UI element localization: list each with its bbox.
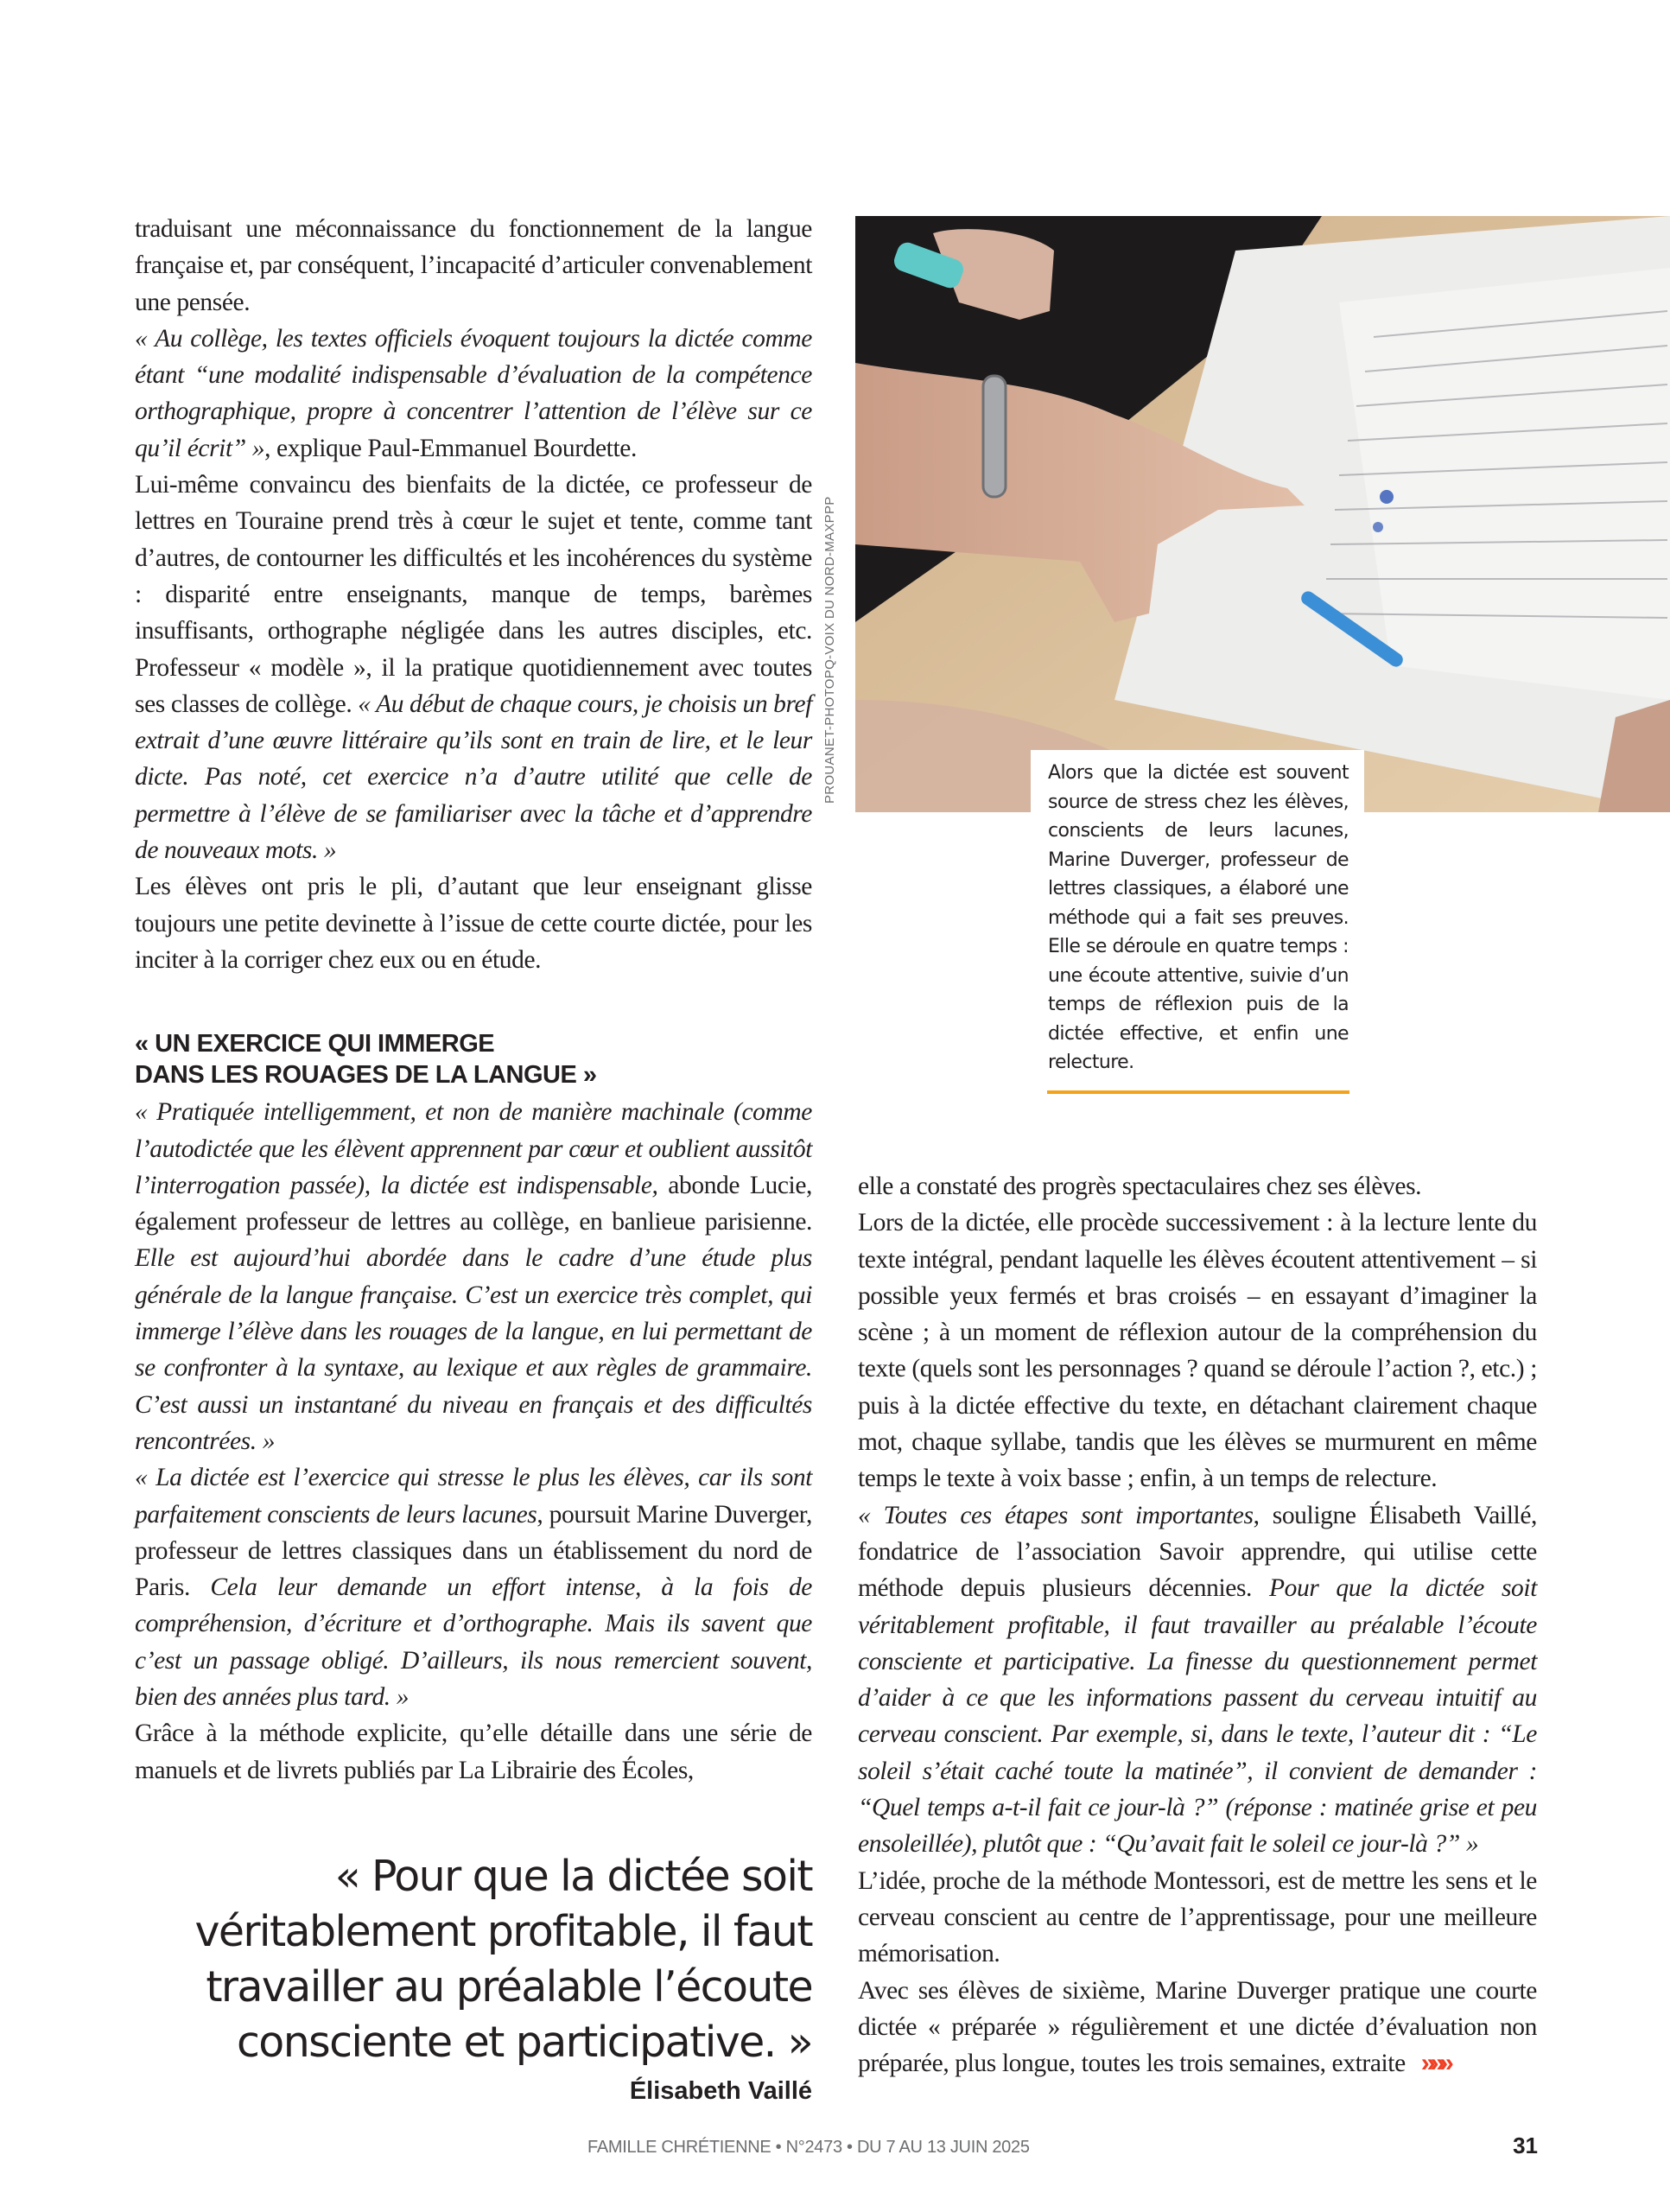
- quoted-text: Elle est aujourd’hui abordée dans le cadre d’une étude plus générale de la langue française. C’est un exercice très complet, qui immerge l’élève dans les rouages de la langue, en lui permettant de se confronter à la syntaxe, au lexique et aux règles de grammaire. C’est aussi un instantané du niveau en français et des difficultés rencontrées. »: [135, 1244, 812, 1455]
- body-text: Avec ses élèves de sixième, Marine Duverger pratique une courte dictée « préparée » régulièrement et une dictée d’évaluation non préparée, plus longue, toutes les trois semaines, extraite: [858, 1976, 1537, 2078]
- quoted-text: « Toutes ces étapes sont importantes: [858, 1501, 1254, 1529]
- article-column-right: [858, 1168, 1537, 2082]
- article-photo: [855, 216, 1670, 812]
- caption-accent-rule: [1047, 1090, 1349, 1094]
- quoted-text: « La dictée est l’exercice qui stresse le plus les élèves, car ils sont parfaitement conscients de leurs lacunes: [135, 1464, 812, 1529]
- paragraph: [858, 1205, 1537, 1497]
- footer-publication-info: FAMILLE CHRÉTIENNE • N°2473 • DU 7 AU 13 JUIN 2025: [587, 2138, 1030, 2157]
- body-text: , poursuit Marine Duverger, professeur de lettres classiques dans un établissement du nord de Paris.: [135, 1500, 812, 1602]
- section-subheading: [135, 1028, 812, 1090]
- pull-quote: « Pour que la dictée soit véritablement profitable, il faut travailler au préalable l’écoute consciente et participative. »: [194, 1851, 812, 2067]
- paragraph: [135, 1715, 812, 1789]
- paragraph: [858, 1973, 1537, 2082]
- article-column-left-bottom: [135, 1094, 812, 1789]
- bracelet: [983, 376, 1006, 497]
- body-text: traduisant une méconnaissance du fonctionnement de la langue française et, par conséquent, l’incapacité d’articuler convenablement une pensée.: [135, 215, 812, 316]
- body-text: , explique Paul-Emmanuel Bourdette.: [264, 434, 637, 462]
- paragraph: [858, 1863, 1537, 1973]
- article-column-left-top: [135, 211, 812, 978]
- page-number: 31: [1513, 2133, 1538, 2158]
- body-text: , souligne Élisabeth Vaillé, fondatrice de l’association Savoir apprendre, qui utilise cette méthode depuis plusieurs décennies.: [858, 1501, 1537, 1603]
- body-text: L’idée, proche de la méthode Montessori, est de mettre les sens et le cerveau conscient au centre de l’apprentissage, pour une meilleure mémorisation.: [858, 1866, 1537, 1968]
- photo-students-dictation: [855, 216, 1670, 812]
- paragraph: [135, 467, 812, 868]
- paragraph: [135, 1459, 812, 1715]
- body-text: abonde Lucie, également professeur de lettres au collège, en banlieue parisienne.: [135, 1171, 812, 1236]
- quoted-text: Pour que la dictée soit véritablement profitable, il faut travailler au préalable l’écoute consciente et participative. La finesse du questionnement permet d’aider à ce que les informations passent du cerveau intuitif au cerveau conscient. Par exemple, si, dans le texte, l’auteur dit : “Le soleil s’était caché toute la matinée”, il convient de demander : “Quel temps a-t-il fait ce jour-là ?” (réponse : matinée grise et peu ensoleillée), plutôt que : “Qu’avait fait le soleil ce jour-là ?” »: [858, 1574, 1537, 1859]
- paragraph: [135, 211, 812, 321]
- subheading-line-1: « UN EXERCICE QUI IMMERGE: [135, 1030, 495, 1058]
- paragraph: [135, 321, 812, 467]
- pull-quote-author: Élisabeth Vaillé: [629, 2076, 812, 2105]
- paragraph: [135, 1094, 812, 1459]
- quoted-text: Cela leur demande un effort intense, à la fois de compréhension, d’écriture et d’orthographe. Mais ils savent que c’est un passage obligé. D’ailleurs, ils nous remercient souvent, bien des années plus tard. »: [135, 1573, 812, 1711]
- photo-caption: Alors que la dictée est souvent source de stress chez les élèves, conscients de leurs lacunes, Marine Duverger, professeur de lettres classiques, a élaboré une méthode qui a fait ses preuves. Elle se déroule en quatre temps : une écoute attentive, suivie d’un temps de réflexion puis de la dictée effective, et enfin une relecture.: [1048, 762, 1349, 1073]
- paragraph: [858, 1168, 1537, 1205]
- body-text: Grâce à la méthode explicite, qu’elle détaille dans une série de manuels et de livrets publiés par La Librairie des Écoles,: [135, 1719, 812, 1784]
- left-column-flow: [135, 211, 812, 2107]
- subheading-line-2: DANS LES ROUAGES DE LA LANGUE »: [135, 1061, 597, 1090]
- body-text: Lors de la dictée, elle procède successivement : à la lecture lente du texte intégral, pendant laquelle les élèves écoutent attentivement – si possible yeux fermés et bras croisés – en essayant d’imaginer la scène ; à un moment de réflexion autour de la compréhension du texte (quels sont les personnages ? quand se déroule l’action ?, etc.) ; puis à la dictée effective du texte, en détachant clairement chaque mot, chaque syllabe, tandis que les élèves se murmurent en même temps le texte à voix basse ; enfin, à un temps de relecture.: [858, 1209, 1537, 1493]
- quoted-text: « Pratiquée intelligemment, et non de manière machinale (comme l’autodictée que les élèvent apprennent par cœur et oublient aussitôt l’interrogation passée), la dictée est indispensable,: [135, 1098, 812, 1199]
- quoted-text: « Au début de chaque cours, je choisis un bref extrait d’une œuvre littéraire qu’ils sont en train de lire, et le leur dicte. Pas noté, cet exercice n’a d’autre utilité que celle de permettre à l’élève de se familiariser avec la tâche et d’apprendre de nouveaux mots. »: [135, 690, 812, 865]
- body-text: Lui-même convaincu des bienfaits de la dictée, ce professeur de lettres en Touraine prend très à cœur le sujet et tente, comme tant d’autres, de contourner les difficultés et les incohérences du système : disparité entre enseignants, manque de temps, barèmes insuffisants, orthographe négligée dans les autres disciples, etc. Professeur « modèle », il la pratique quotidiennement avec toutes ses classes de collège.: [135, 471, 812, 718]
- body-text: elle a constaté des progrès spectaculaires chez ses élèves.: [858, 1173, 1422, 1200]
- body-text: Les élèves ont pris le pli, d’autant que leur enseignant glisse toujours une petite devinette à l’issue de cette courte dictée, pour les inciter à la corriger chez eux ou en étude.: [135, 873, 812, 974]
- photo-credit: PROUANET-PHOTOPQ-VOIX DU NORD-MAXPPP: [822, 496, 837, 804]
- triple-chevron-right-icon: »»»: [1420, 2049, 1449, 2078]
- paragraph: [858, 1497, 1537, 1863]
- quoted-text: « Au collège, les textes officiels évoquent toujours la dictée comme étant “une modalité indispensable d’évaluation de la compétence orthographique, propre à concentrer l’attention de l’élève sur ce qu’il écrit” »: [135, 324, 812, 462]
- paragraph: [135, 868, 812, 978]
